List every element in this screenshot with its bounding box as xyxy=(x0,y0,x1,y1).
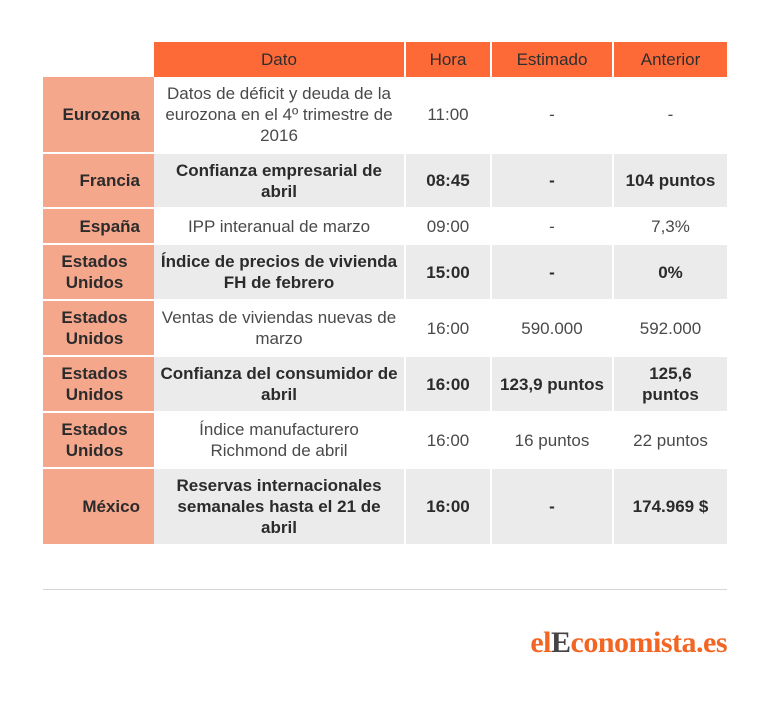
country-cell xyxy=(43,357,154,413)
hora-cell: 16:00 xyxy=(406,301,492,357)
hora-cell: 08:45 xyxy=(406,154,492,209)
estimado-cell: - xyxy=(492,77,614,154)
country-label: Estados Unidos xyxy=(61,420,128,460)
anterior-cell: 104 puntos xyxy=(614,154,727,209)
logo-el: el xyxy=(530,626,551,659)
dato-cell: Reservas internacionales semanales hasta el 21 de abril xyxy=(154,469,406,546)
country-label: Estados Unidos xyxy=(61,252,128,292)
dato-cell: IPP interanual de marzo xyxy=(154,209,406,245)
logo-conomista: conomista xyxy=(570,626,696,659)
table-row xyxy=(43,301,727,357)
logo-es: .es xyxy=(696,626,727,659)
country-cell xyxy=(43,154,154,209)
country-cell xyxy=(43,77,154,154)
header-blank xyxy=(43,42,154,77)
country-cell xyxy=(43,209,154,245)
estimado-cell: - xyxy=(492,469,614,546)
estimado-cell: 16 puntos xyxy=(492,413,614,469)
estimado-cell: - xyxy=(492,245,614,301)
hora-cell: 16:00 xyxy=(406,357,492,413)
country-label: España xyxy=(79,216,140,236)
table-row xyxy=(43,245,727,301)
economic-calendar-table xyxy=(43,42,727,546)
hora-cell: 11:00 xyxy=(406,77,492,154)
country-label: Francia xyxy=(79,171,140,190)
anterior-cell: 0% xyxy=(614,245,727,301)
dato-cell: Confianza empresarial de abril xyxy=(154,154,406,209)
footer-divider xyxy=(43,589,727,590)
estimado-cell: - xyxy=(492,154,614,209)
country-label: Estados Unidos xyxy=(61,364,128,404)
hora-cell: 16:00 xyxy=(406,469,492,546)
table-header-row xyxy=(43,42,727,77)
country-cell xyxy=(43,245,154,301)
table-row xyxy=(43,77,727,154)
table-row xyxy=(43,413,727,469)
header-hora: Hora xyxy=(406,42,492,77)
anterior-cell: 174.969 $ xyxy=(614,469,727,546)
hora-cell: 15:00 xyxy=(406,245,492,301)
dato-cell: Índice manufacturero Richmond de abril xyxy=(154,413,406,469)
country-label: México xyxy=(82,497,140,516)
hora-cell: 16:00 xyxy=(406,413,492,469)
table-body xyxy=(43,77,727,546)
dato-cell: Índice de precios de vivienda FH de febrero xyxy=(154,245,406,301)
country-cell xyxy=(43,301,154,357)
eleconomista-logo xyxy=(530,626,727,660)
country-cell xyxy=(43,469,154,546)
estimado-cell: - xyxy=(492,209,614,245)
estimado-cell: 123,9 puntos xyxy=(492,357,614,413)
dato-cell: Ventas de viviendas nuevas de marzo xyxy=(154,301,406,357)
hora-cell: 09:00 xyxy=(406,209,492,245)
table-row xyxy=(43,209,727,245)
logo-e: E xyxy=(550,626,571,659)
header-anterior: Anterior xyxy=(614,42,727,77)
table-row xyxy=(43,154,727,209)
anterior-cell: 125,6 puntos xyxy=(614,357,727,413)
anterior-cell: 22 puntos xyxy=(614,413,727,469)
header-estimado: Estimado xyxy=(492,42,614,77)
table-row xyxy=(43,357,727,413)
anterior-cell: 7,3% xyxy=(614,209,727,245)
anterior-cell: - xyxy=(614,77,727,154)
estimado-cell: 590.000 xyxy=(492,301,614,357)
header-dato: Dato xyxy=(154,42,406,77)
calendar-table-wrapper xyxy=(43,42,727,546)
dato-cell: Datos de déficit y deuda de la eurozona en el 4º trimestre de 2016 xyxy=(154,77,406,154)
table-row xyxy=(43,469,727,546)
country-label: Estados Unidos xyxy=(61,308,128,348)
anterior-cell: 592.000 xyxy=(614,301,727,357)
country-cell xyxy=(43,413,154,469)
dato-cell: Confianza del consumidor de abril xyxy=(154,357,406,413)
country-label: Eurozona xyxy=(62,105,140,124)
